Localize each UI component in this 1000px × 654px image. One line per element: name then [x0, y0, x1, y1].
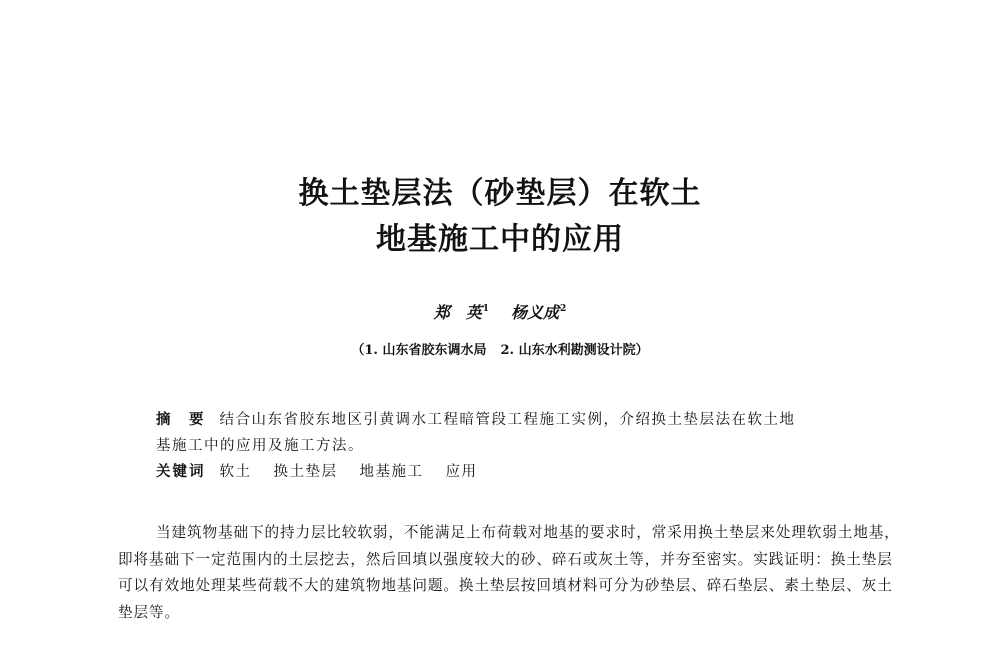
- keywords-label: 关键词: [156, 464, 206, 480]
- affiliation-1: 1. 山东省胶东调水局: [364, 343, 487, 358]
- author-2-affiliation-mark: 2: [560, 304, 567, 314]
- author-2: [511, 298, 566, 324]
- paper-title-line-1: 换土垫层法（砂垫层）在软土: [298, 176, 702, 211]
- body-paragraph-text: 当建筑物基础下的持力层比较软弱，不能满足上布荷载对地基的要求时，常采用换土垫层来处理软弱土地基，即将基础下一定范围内的土层挖去，然后回填以强度较大的砂、碎石或灰土等，并夯至密实。实践证明：换土垫层可以有效地处理某些荷载不大的建筑物地基问题。换土垫层按回填材料可分为砂垫层、碎石垫层、素土垫层、灰土垫层等。: [118, 524, 900, 621]
- abstract-text-2: 基施工中的应用及施工方法。: [156, 438, 364, 454]
- author-1-affiliation-mark: 1: [482, 304, 489, 314]
- keyword: 地基施工: [359, 464, 424, 480]
- abstract-label: 摘 要: [156, 412, 206, 428]
- author-1: [434, 298, 489, 324]
- affiliations-close-paren: ）: [635, 343, 649, 358]
- paper-title-line-2: 地基施工中的应用: [376, 222, 624, 257]
- keywords-line: [156, 460, 876, 485]
- keyword: 换土垫层: [273, 464, 338, 480]
- abstract-line-1: [156, 408, 876, 433]
- author-1-name: 郑 英: [433, 303, 482, 322]
- keyword: 应用: [445, 464, 478, 480]
- body-paragraph: [118, 520, 908, 626]
- keyword: 软土: [219, 464, 252, 480]
- author-list: [0, 298, 1000, 324]
- abstract-text-1: 结合山东省胶东地区引黄调水工程暗管段工程施工实例，介绍换土垫层法在软土地: [219, 412, 796, 428]
- affiliations: [0, 342, 1000, 360]
- affiliation-2: 2. 山东水利勘测设计院: [500, 343, 636, 358]
- author-2-name: 杨义成: [511, 303, 560, 322]
- abstract-line-2: [156, 434, 876, 459]
- affiliations-open-paren: （: [351, 343, 365, 358]
